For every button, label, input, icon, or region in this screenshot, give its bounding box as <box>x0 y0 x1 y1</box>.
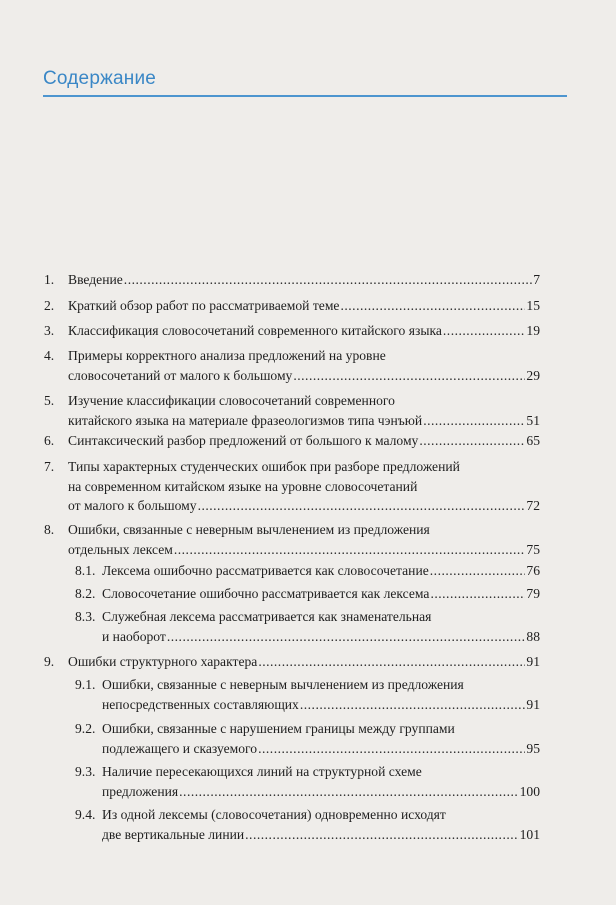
dot-leader <box>340 296 525 316</box>
toc-entry-text <box>102 762 540 801</box>
toc-entry-number: 8.3. <box>75 609 96 624</box>
toc-entry-text <box>102 607 540 646</box>
dot-leader <box>293 366 525 386</box>
toc-entry-title-line: Ошибки, связанные с нарушением границы между группами <box>102 721 455 736</box>
toc-entry-title-line: Лексема ошибочно рассматривается как словосочетание <box>102 563 429 578</box>
toc-entry-number: 8.2. <box>75 586 96 601</box>
toc-entry-last-line <box>68 411 540 431</box>
toc-entry <box>44 431 540 451</box>
toc-entry-title-line: отдельных лексем <box>68 541 173 557</box>
toc-entry-number: 2. <box>44 298 55 313</box>
toc-entry-text <box>68 321 540 341</box>
toc-entry-title-line: Из одной лексемы (словосочетания) одновременно исходят <box>102 807 446 822</box>
toc-entry-title-line: подлежащего и сказуемого <box>102 740 258 756</box>
toc-entry <box>44 296 540 316</box>
toc-entry-page-number: 91 <box>526 696 540 712</box>
toc-entry <box>75 584 540 604</box>
toc-entry-last-line <box>68 270 540 290</box>
toc-entry-last-line <box>68 540 540 560</box>
toc-entry <box>44 321 540 341</box>
toc-entry-last-line <box>102 695 540 715</box>
toc-entry-title-line: Ошибки, связанные с неверным вычленением из предложения <box>102 677 464 692</box>
dot-leader <box>258 652 525 672</box>
page-title: Содержание <box>43 68 157 89</box>
toc-entry-page-number: 7 <box>533 272 540 287</box>
toc-entry-text <box>102 584 540 604</box>
toc-entry-title-line: на современном китайском языке на уровне словосочетаний <box>68 478 418 494</box>
toc-entry-number: 7. <box>44 459 55 474</box>
toc-entry-title-line: и наоборот <box>102 628 166 644</box>
toc-entry-number: 8. <box>44 522 55 537</box>
toc-entry-page-number: 72 <box>526 498 540 513</box>
toc-entry-last-line <box>68 366 540 386</box>
toc-entry <box>44 520 540 559</box>
toc-entry-text <box>68 652 540 672</box>
toc-entry <box>75 805 540 844</box>
dot-leader <box>245 825 518 845</box>
toc-entry-title-line: Ошибки, связанные с неверным вычленением из предложения <box>68 522 430 537</box>
dot-leader <box>167 627 526 647</box>
toc-entry-last-line <box>102 782 540 802</box>
toc-entry <box>75 719 540 758</box>
toc-entry-title-line: Краткий обзор работ по рассматриваемой теме <box>68 298 340 313</box>
toc-entry-page-number: 51 <box>526 412 540 428</box>
toc-entry-title-line: Классификация словосочетаний современного китайского языка <box>68 323 442 338</box>
toc-entry-title-line: Примеры корректного анализа предложений на уровне <box>68 348 386 363</box>
toc-entry-last-line <box>102 627 540 647</box>
toc-entry-page-number: 19 <box>526 323 540 338</box>
toc-entry <box>75 675 540 714</box>
toc-entry-title-line: Ошибки структурного характера <box>68 654 258 669</box>
toc-entry-page-number: 65 <box>526 433 540 448</box>
dot-leader <box>258 739 525 759</box>
toc-entry-text <box>102 805 540 844</box>
toc-entry-number: 8.1. <box>75 563 96 578</box>
toc-entry-text <box>68 391 540 430</box>
toc-entry-title-line: две вертикальные линии <box>102 826 245 842</box>
toc-entry-number: 9.2. <box>75 721 96 736</box>
toc-entry-text <box>68 431 540 451</box>
toc-entry-last-line <box>68 496 540 516</box>
toc-entry-last-line <box>102 584 540 604</box>
dot-leader <box>300 695 526 715</box>
toc-entry-page-number: 100 <box>519 783 540 799</box>
toc-entry <box>75 762 540 801</box>
toc-entry-page-number: 76 <box>526 563 540 578</box>
toc-entry-number: 1. <box>44 272 55 287</box>
toc-entry-number: 9.4. <box>75 807 96 822</box>
toc-entry-text <box>68 457 540 516</box>
dot-leader <box>179 782 518 802</box>
dot-leader <box>430 561 526 581</box>
toc-entry-page-number: 88 <box>526 628 540 644</box>
toc-entry-number: 3. <box>44 323 55 338</box>
toc-entry-number: 5. <box>44 393 55 408</box>
toc-entry-text <box>68 270 540 290</box>
dot-leader <box>198 496 526 516</box>
toc-entry-title-line: китайского языка на материале фразеологизмов типа чэнъюй <box>68 412 423 428</box>
toc-entry-number: 4. <box>44 348 55 363</box>
dot-leader <box>419 431 525 451</box>
toc-entry <box>75 561 540 581</box>
dot-leader <box>174 540 526 560</box>
toc-entry-page-number: 101 <box>519 826 540 842</box>
dot-leader <box>430 584 525 604</box>
toc-entry-text <box>68 296 540 316</box>
toc-entry-last-line <box>68 321 540 341</box>
toc-entry <box>44 346 540 385</box>
toc-entry-text <box>102 675 540 714</box>
toc-entry-text <box>102 719 540 758</box>
toc-entry <box>44 652 540 672</box>
toc-entry-last-line <box>68 431 540 451</box>
toc-entry <box>44 457 540 516</box>
toc-entry <box>44 270 540 290</box>
toc-entry-title-line: Словосочетание ошибочно рассматривается как лексема <box>102 586 430 601</box>
toc-entry-last-line <box>102 825 540 845</box>
dot-leader <box>443 321 526 341</box>
toc-entry-number: 9.1. <box>75 677 96 692</box>
toc-entry-number: 9. <box>44 654 55 669</box>
toc-entry-last-line <box>102 739 540 759</box>
dot-leader <box>423 411 525 431</box>
toc-entry-title-line: Введение <box>68 272 123 287</box>
toc-entry-page-number: 79 <box>526 586 540 601</box>
toc-entry-page-number: 29 <box>526 367 540 383</box>
toc-entry-title-line: от малого к большому <box>68 498 197 513</box>
toc-entry-title-line: предложения <box>102 783 179 799</box>
toc-entry-page-number: 91 <box>526 654 540 669</box>
toc-entry-number: 9.3. <box>75 764 96 779</box>
toc-entry <box>44 391 540 430</box>
toc-entry-title-line: словосочетаний от малого к большому <box>68 367 293 383</box>
toc-entry-title-line: непосредственных составляющих <box>102 696 299 712</box>
toc-entry-page-number: 95 <box>526 740 540 756</box>
title-underline <box>43 95 567 97</box>
toc-entry-last-line <box>68 296 540 316</box>
toc-entry-text <box>68 346 540 385</box>
toc-entry-page-number: 75 <box>526 541 540 557</box>
toc-entry-title-line: Синтаксический разбор предложений от большого к малому <box>68 433 419 448</box>
toc-entry <box>75 607 540 646</box>
toc-entry-text <box>102 561 540 581</box>
toc-entry-page-number: 15 <box>526 298 540 313</box>
toc-entry-number: 6. <box>44 433 55 448</box>
toc-entry-last-line <box>68 652 540 672</box>
toc-entry-title-line: Типы характерных студенческих ошибок при разборе предложений <box>68 459 460 474</box>
toc-entry-title-line: Служебная лексема рассматривается как знаменательная <box>102 609 432 624</box>
toc-entry-text <box>68 520 540 559</box>
toc-entry-title-line: Изучение классификации словосочетаний современного <box>68 393 395 408</box>
toc-entry-title-line: Наличие пересекающихся линий на структурной схеме <box>102 764 422 779</box>
toc-entry-last-line <box>102 561 540 581</box>
dot-leader <box>124 270 532 290</box>
